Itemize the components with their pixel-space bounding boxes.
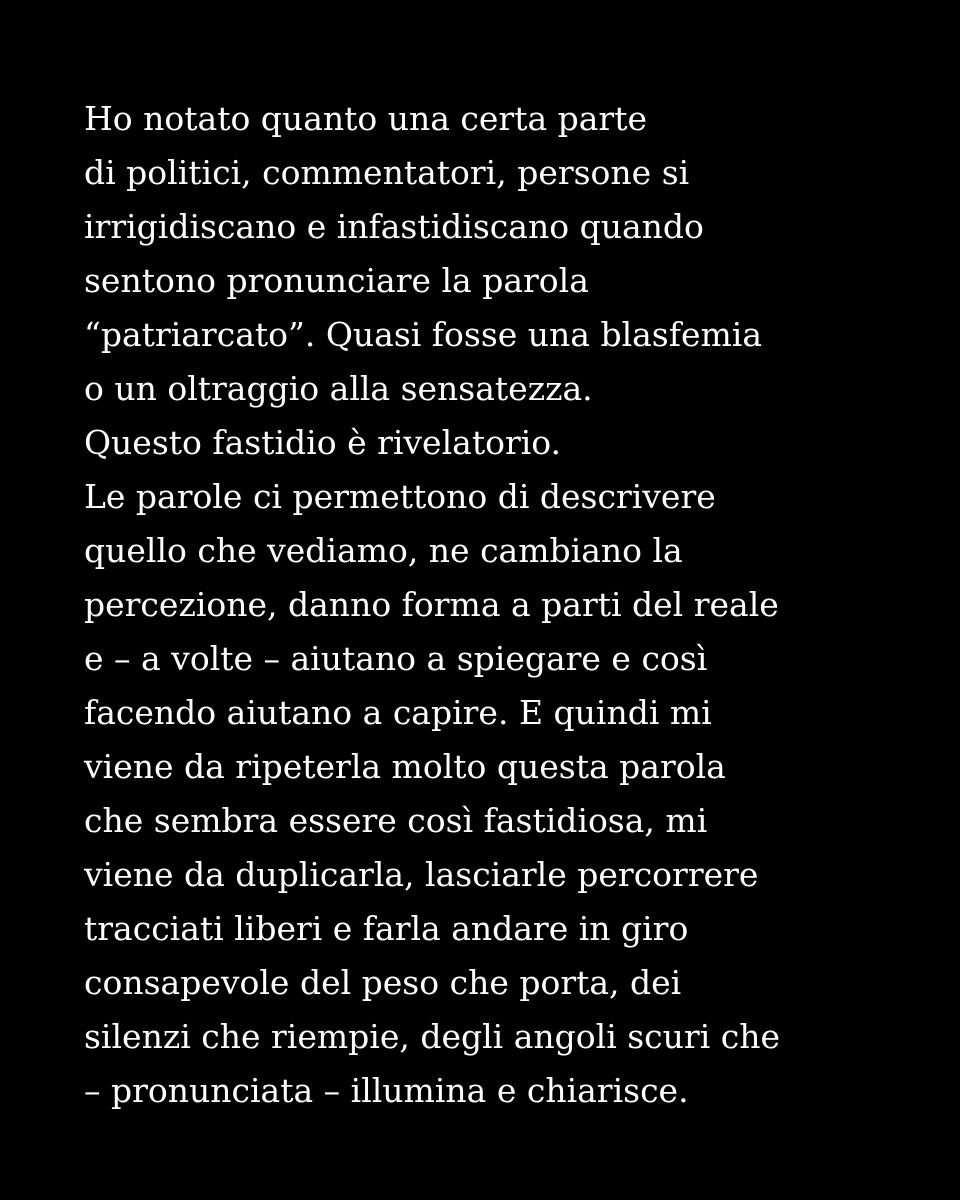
text-line: di politici, commentatori, persone si [84,153,690,192]
text-line: e – a volte – aiutano a spiegare e così [84,639,708,678]
text-line: sentono pronunciare la parola [84,261,589,300]
text-line: che sembra essere così fastidiosa, mi [84,801,708,840]
text-line: facendo aiutano a capire. E quindi mi [84,693,712,732]
text-line: viene da duplicarla, lasciarle percorrere [84,855,759,894]
text-line: consapevole del peso che porta, dei [84,963,682,1002]
text-line: silenzi che riempie, degli angoli scuri che [84,1017,780,1056]
text-line: viene da ripeterla molto questa parola [84,747,726,786]
text-line: “patriarcato”. Quasi fosse una blasfemia [84,315,762,354]
text-line: – pronunciata – illumina e chiarisce. [84,1071,689,1110]
text-line: quello che vediamo, ne cambiano la [84,531,683,570]
text-line: irrigidiscano e infastidiscano quando [84,207,704,246]
text-line: Ho notato quanto una certa parte [84,99,647,138]
text-line: percezione, danno forma a parti del reale [84,585,779,624]
text-line: Questo fastidio è rivelatorio. [84,423,562,462]
text-line: o un oltraggio alla sensatezza. [84,369,593,408]
text-line: tracciati liberi e farla andare in giro [84,909,689,948]
text-line: Le parole ci permettono di descrivere [84,477,716,516]
quote-text-block [84,92,904,1118]
